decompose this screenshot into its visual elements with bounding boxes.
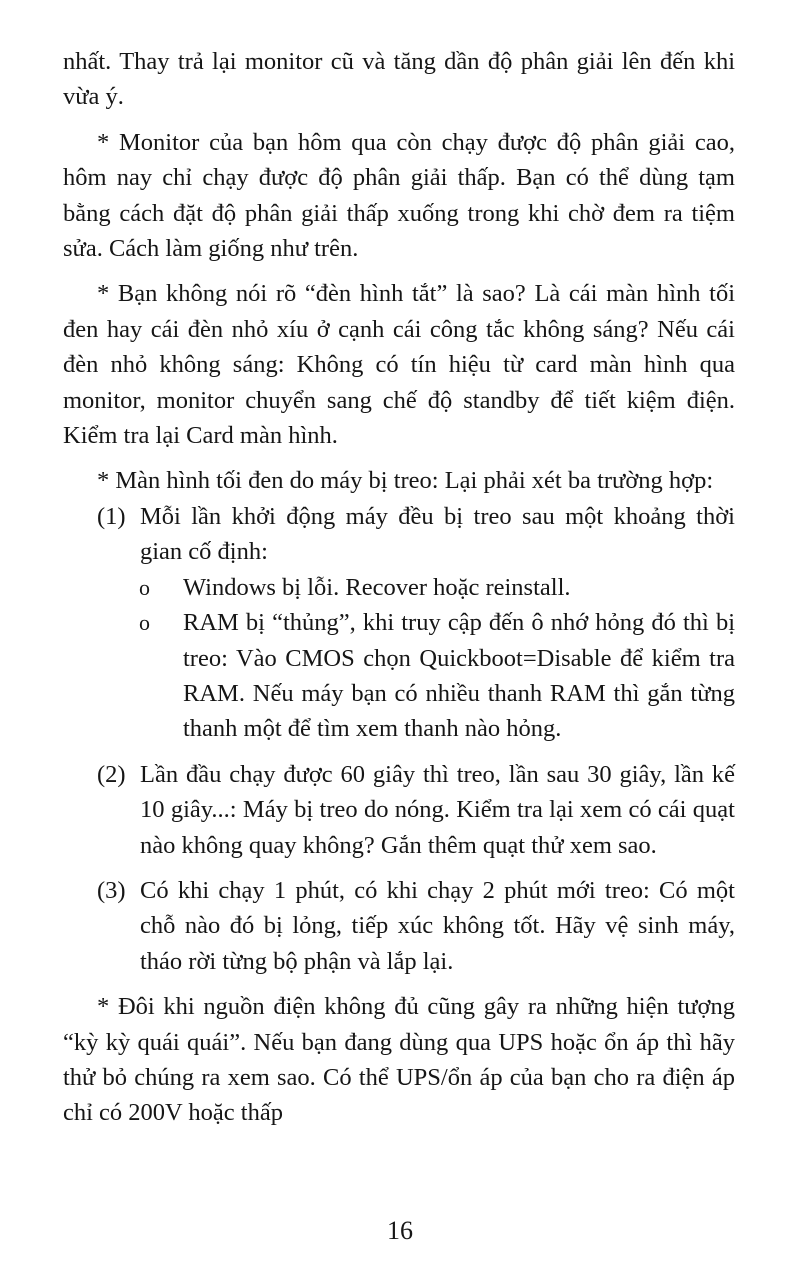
paragraph-screen-off: * Bạn không nói rõ “đèn hình tắt” là sao? Là cái màn hình tối đen hay cái đèn nhỏ xíu ở cạnh cái công tắc không sáng? Nếu cái đèn nhỏ không sáng: Không có tín hiệu từ card màn hình qua monitor, monitor chuyển sang chế độ standby để tiết kiệm điện. Kiểm tra lại Card màn hình. (63, 280, 735, 450)
case-number: (3) (97, 876, 126, 904)
case-item-3 (63, 873, 735, 979)
bullet-text: Windows bị lỗi. Recover hoặc reinstall. (183, 573, 571, 601)
sub-bullet-item-2 (63, 605, 735, 747)
paragraph-continuation: nhất. Thay trả lại monitor cũ và tăng dần độ phân giải lên đến khi vừa ý. (63, 48, 735, 111)
case-text: Lần đầu chạy được 60 giây thì treo, lần sau 30 giây, lần kế 10 giây...: Máy bị treo do nóng. Kiểm tra lại xem có cái quạt nào không quay không? Gắn thêm quạt thử xem sao. (140, 760, 735, 859)
sub-bullet-item-1 (63, 570, 735, 605)
case-item-2 (63, 757, 735, 863)
case-number: (2) (97, 760, 126, 788)
bullet-marker: o (139, 610, 150, 636)
case-text: Mỗi lần khởi động máy đều bị treo sau một khoảng thời gian cố định: (140, 502, 735, 566)
paragraph-freeze-cases: * Màn hình tối đen do máy bị treo: Lại phải xét ba trường hợp: (97, 467, 714, 495)
paragraph-power-supply: * Đôi khi nguồn điện không đủ cũng gây ra những hiện tượng “kỳ kỳ quái quái”. Nếu bạn đang dùng qua UPS hoặc ổn áp thì hãy thử bỏ chúng ra xem sao. Có thể UPS/ổn áp của bạn cho ra điện áp chỉ có 200V hoặc thấp (63, 993, 735, 1127)
bullet-text: RAM bị “thủng”, khi truy cập đến ô nhớ hỏng đó thì bị treo: Vào CMOS chọn Quickboot=Disable để kiểm tra RAM. Nếu máy bạn có nhiều thanh RAM thì gắn từng thanh một để tìm xem thanh nào hỏng. (183, 609, 735, 743)
paragraph-monitor-resolution: * Monitor của bạn hôm qua còn chạy được độ phân giải cao, hôm nay chỉ chạy được độ phân giải thấp. Bạn có thể dùng tạm bằng cách đặt độ phân giải thấp xuống trong khi chờ đem ra tiệm sửa. Cách làm giống như trên. (63, 128, 735, 263)
case-text: Có khi chạy 1 phút, có khi chạy 2 phút mới treo: Có một chỗ nào đó bị lỏng, tiếp xúc không tốt. Hãy vệ sinh máy, tháo rời từng bộ phận và lắp lại. (140, 876, 735, 975)
page-number: 16 (387, 1216, 413, 1245)
case-item-1 (63, 499, 735, 570)
page-body (63, 44, 735, 1131)
case-number: (1) (97, 502, 126, 530)
bullet-marker: o (139, 574, 150, 600)
